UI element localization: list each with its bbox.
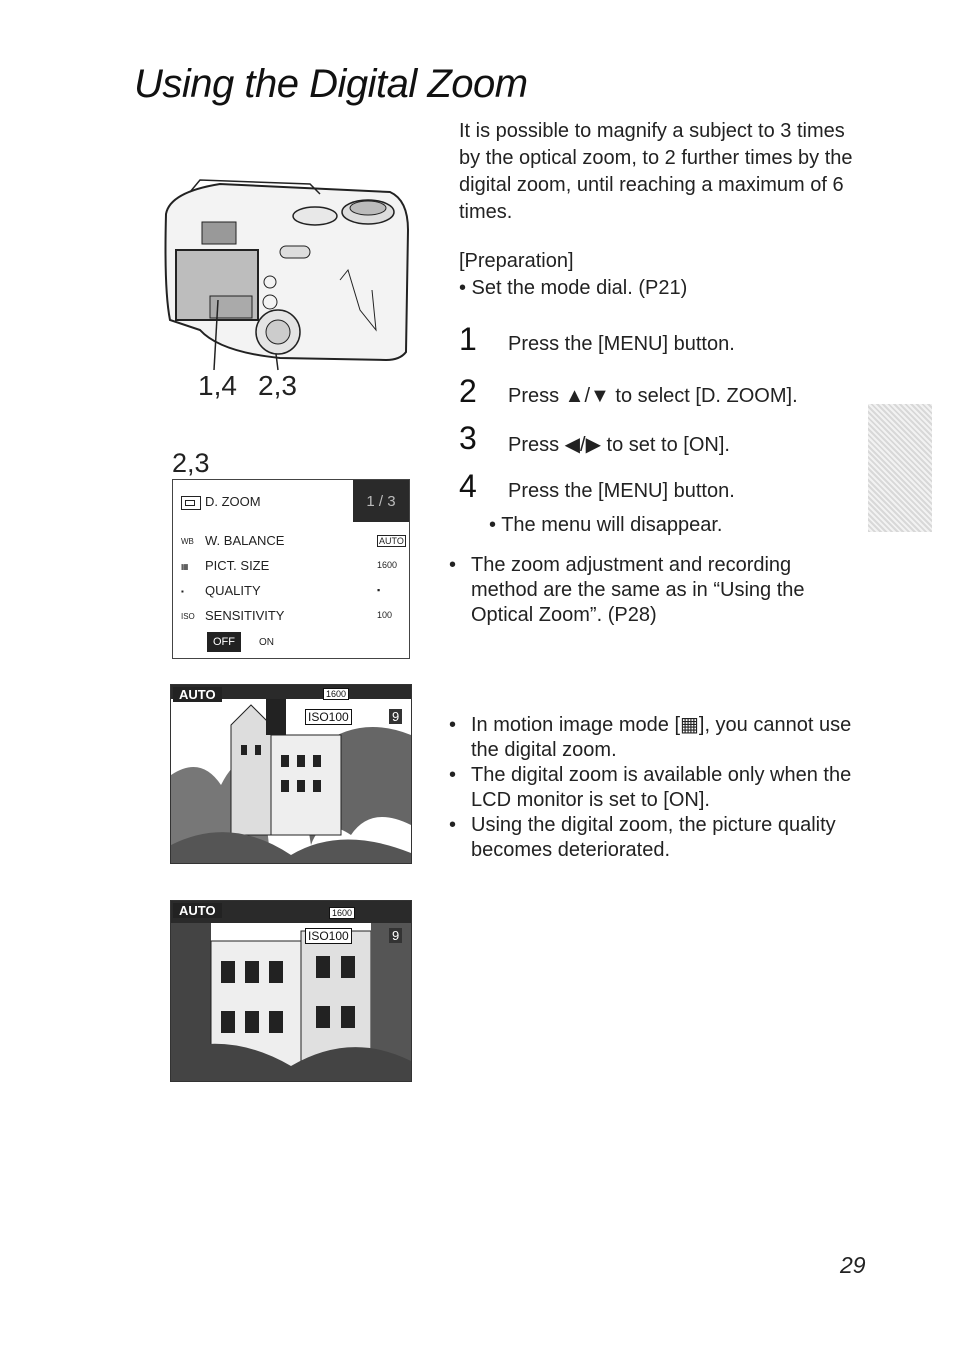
picture-size-indicator-zoomed: 1600 [329,907,355,919]
shots-remaining-zoomed: 9 [389,928,402,943]
preparation-heading: [Preparation] [459,250,574,272]
picture-size-indicator: 1600 [323,688,349,700]
chapter-tab [868,404,932,532]
castle-scene [171,685,411,863]
wb-icon: WB [181,537,194,547]
lcd-photo-normal [170,684,412,864]
pict-size-icon: ▦ [181,562,189,572]
quality-value: ▪ [377,585,381,595]
note-motion-mode: • In motion image mode [▦], you cannot use the digital zoom. [449,714,852,761]
step-number: 2 [459,373,477,409]
note-lcd-on: • The digital zoom is available only when the LCD monitor is set to [ON]. [449,764,852,811]
mode-indicator-zoomed: AUTO [173,903,222,918]
on-option: ON [259,637,274,648]
menu-screen [172,479,410,659]
camera-drawing [160,170,412,380]
sensitivity-value: 100 [377,610,393,620]
bullet: • [449,554,457,576]
camera-label-right: 2,3 [258,370,297,401]
page-number: 29 [840,1252,866,1278]
menu-row-sensitivity: ISO SENSITIVITY 100 [181,608,393,623]
quality-icon: ▪ [181,587,184,597]
camera-label-left: 1,4 [198,370,237,401]
castle-zoomed-scene [171,901,411,1081]
bullet: • [449,714,457,736]
step-text: Press the [MENU] button. [508,480,735,502]
lcd-photo-zoomed [170,900,412,1082]
step-text: Press ◀/▶ to set to [ON]. [508,434,730,456]
preparation-item: • Set the mode dial. (P21) [459,277,688,299]
intro-paragraph: It is possible to magnify a subject to 3 times by the optical zoom, to 2 further times by the digital zoom, until reaching a maximum of 6 times. [459,120,853,223]
step-4-note: • The menu will disappear. [489,514,723,536]
menu-row-dzoom: D. ZOOM [181,494,261,510]
shots-remaining: 9 [389,709,402,724]
step-number: 4 [459,468,477,504]
wb-value: AUTO [379,536,404,546]
bullet: • [449,814,457,836]
menu-row-quality: ▪ QUALITY ▪ [181,583,381,598]
iso-indicator: ISO100 [305,709,352,725]
step-number: 1 [459,321,477,357]
bullet: • [449,764,457,786]
step-text: Press the [MENU] button. [508,333,735,355]
step-text: Press ▲/▼ to select [D. ZOOM]. [508,385,798,407]
step-number: 3 [459,420,477,456]
note-zoom-method: • The zoom adjustment and recording method are the same as in “Using the Optical Zoom”. (P28) [449,554,805,626]
preparation-block [459,248,687,302]
mode-indicator: AUTO [173,687,222,702]
page-title: Using the Digital Zoom [134,62,528,106]
note-quality: • Using the digital zoom, the picture quality becomes deteriorated. [449,814,836,861]
digital-zoom-icon [181,496,201,510]
menu-row-wbalance: WB W. BALANCE AUTO [181,533,404,548]
pict-size-value: 1600 [377,560,398,570]
camera-illustration [160,170,412,385]
iso-icon: ISO [181,612,195,622]
menu-pager: 1 / 3 [353,480,409,522]
menu-screen-label: 2,3 [172,448,210,478]
menu-row-pictsize: ▦ PICT. SIZE 1600 [181,558,398,573]
iso-indicator-zoomed: ISO100 [305,928,352,944]
off-option: OFF [207,632,241,652]
